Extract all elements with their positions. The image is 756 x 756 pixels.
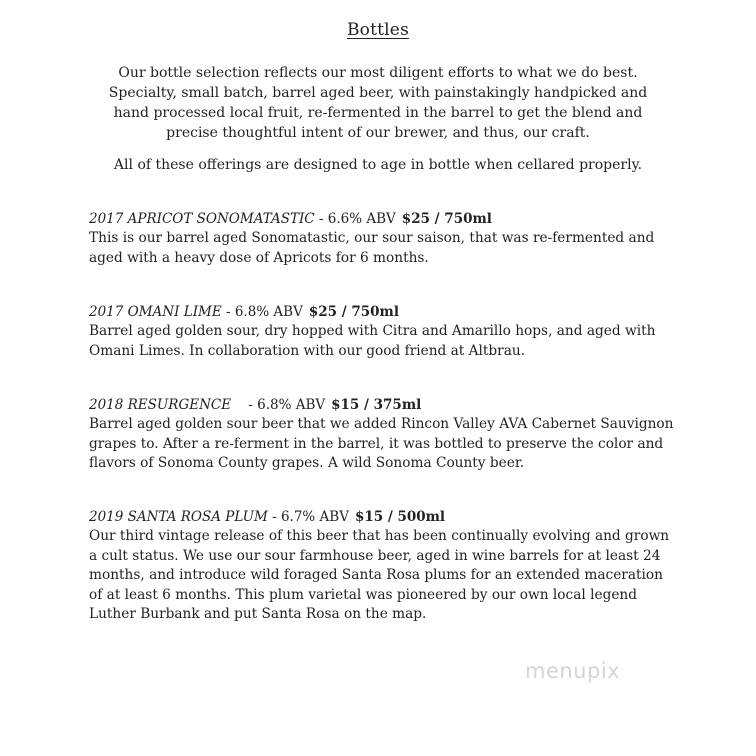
bottle-item-santa-rosa-plum [89,507,675,625]
bottle-abv: - 6.7% ABV [267,509,349,525]
bottle-item-heading [89,507,675,527]
page-title: Bottles [346,20,409,40]
bottle-price: $25 / 750ml [308,304,399,320]
bottle-price: $15 / 375ml [331,397,422,413]
bottle-item-omani-lime [89,302,675,361]
bottle-abv: - 6.6% ABV [314,211,396,227]
bottle-item-heading [89,209,675,229]
bottle-item-heading [89,395,675,415]
menupix-watermark: menupix [525,659,621,683]
bottle-description: Barrel aged golden sour, dry hopped with Citra and Amarillo hops, and aged with Omani Limes. In collaboration with our good friend at Altbrau. [89,323,656,359]
bottle-item-apricot-sonomatastic [89,209,675,268]
bottle-abv: - 6.8% ABV [231,397,326,413]
bottle-name: 2017 APRICOT SONOMATASTIC [89,211,315,227]
bottle-item-heading [89,302,675,322]
bottle-description: Barrel aged golden sour beer that we added Rincon Valley AVA Cabernet Sauvignon grapes to. After a re-ferment in the barrel, it was bottled to preserve the color and flavors of Sonoma County grapes. A wild Sonoma County beer. [89,416,674,471]
bottle-name: 2018 RESURGENCE [89,397,232,413]
intro-paragraph: Our bottle selection reflects our most diligent efforts to what we do best. Specialty, small batch, barrel aged beer, with painstakingly handpicked and hand processed local fruit, re-fermented in the barrel to get the blend and precise thoughtful intent of our brewer, and thus, our craft. [108,65,648,141]
bottle-item-resurgence [89,395,675,474]
bottle-description: This is our barrel aged Sonomatastic, our sour saison, that was re-fermented and aged with a heavy dose of Apricots for 6 months. [89,230,655,266]
bottle-description: Our third vintage release of this beer that has been continually evolving and grown a cult status. We use our sour farmhouse beer, aged in wine barrels for at least 24 months, and introduce wild foraged Santa Rosa plums for an extended maceration of at least 6 months. This plum varietal was pioneered by our own local legend Luther Burbank and put Santa Rosa on the map. [89,528,670,622]
cellaring-note: All of these offerings are designed to age in bottle when cellared properly. [113,157,643,173]
bottle-abv: - 6.8% ABV [221,304,303,320]
bottle-name: 2017 OMANI LIME [89,304,222,320]
bottle-name: 2019 SANTA ROSA PLUM [89,509,268,525]
bottle-price: $15 / 500ml [354,509,446,525]
bottle-price: $25 / 750ml [401,211,492,227]
